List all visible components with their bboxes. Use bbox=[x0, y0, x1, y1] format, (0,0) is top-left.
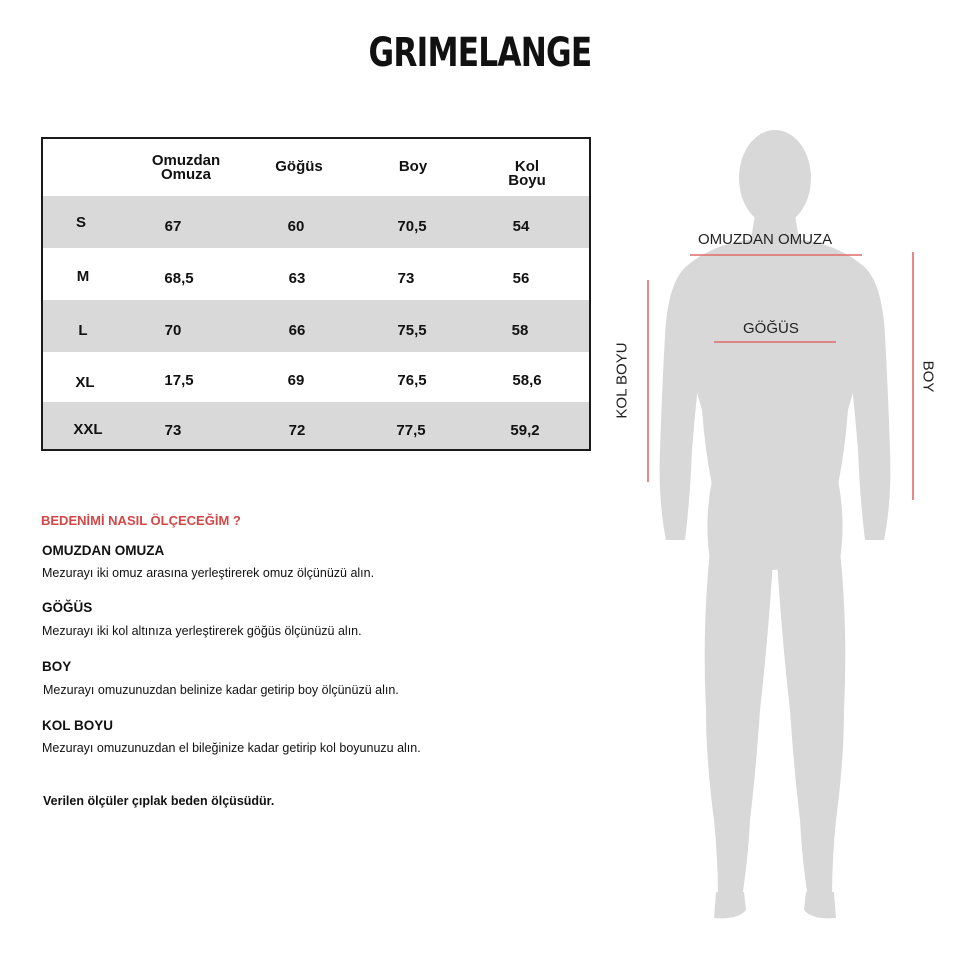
table-cell: 54 bbox=[512, 218, 530, 235]
table-row bbox=[43, 352, 589, 402]
size-label: L bbox=[78, 322, 88, 339]
table-header-row bbox=[43, 139, 589, 196]
table-cell: 75,5 bbox=[397, 322, 427, 339]
table-cell: 72 bbox=[288, 422, 306, 439]
table-row bbox=[43, 300, 589, 352]
table-cell: 60 bbox=[287, 218, 305, 235]
table-cell: 73 bbox=[397, 270, 415, 287]
size-label: XL bbox=[75, 374, 95, 391]
label-gogus: GÖĞÜS bbox=[743, 320, 799, 337]
table-cell: 68,5 bbox=[164, 270, 194, 287]
header-omuzdan-omuza bbox=[152, 154, 220, 182]
size-chart-table bbox=[41, 137, 591, 451]
table-cell: 70,5 bbox=[397, 218, 427, 235]
guide-heading-omuzdan-omuza: OMUZDAN OMUZA bbox=[42, 543, 165, 558]
size-label: XXL bbox=[73, 421, 103, 438]
table-cell: 63 bbox=[288, 270, 306, 287]
table-cell: 66 bbox=[288, 322, 306, 339]
table-cell: 58,6 bbox=[512, 372, 542, 389]
table-cell: 69 bbox=[287, 372, 305, 389]
table-cell: 58 bbox=[511, 322, 529, 339]
table-cell: 73 bbox=[164, 422, 182, 439]
table-row bbox=[43, 248, 589, 300]
size-label: M bbox=[76, 268, 90, 285]
guide-heading-kol-boyu: KOL BOYU bbox=[42, 718, 114, 733]
label-boy: BOY bbox=[919, 360, 937, 393]
header-kol-boyu: Kol Boyu bbox=[508, 158, 546, 189]
header-omuzdan-omuza-line1: Omuzdan bbox=[151, 152, 221, 169]
table-cell: 17,5 bbox=[164, 372, 194, 389]
table-cell: 59,2 bbox=[510, 422, 540, 439]
guide-text-omuzdan-omuza: Mezurayı iki omuz arasına yerleştirerek omuz ölçünüzü alın. bbox=[42, 566, 375, 580]
table-cell: 56 bbox=[512, 270, 530, 287]
label-omuzdan-omuza: OMUZDAN OMUZA bbox=[698, 231, 833, 248]
table-row bbox=[43, 196, 589, 248]
guide-text-kol-boyu: Mezurayı omuzunuzdan el bileğinize kadar getirip kol boyunuzu alın. bbox=[42, 741, 421, 755]
guide-heading-boy: BOY bbox=[42, 659, 72, 674]
header-gogus: Göğüs bbox=[275, 158, 323, 175]
guide-title: BEDENİMİ NASIL ÖLÇECEĞİM ? bbox=[41, 513, 241, 528]
table-row bbox=[43, 402, 589, 449]
measurement-note: Verilen ölçüler çıplak beden ölçüsüdür. bbox=[43, 794, 275, 808]
table-cell: 76,5 bbox=[397, 372, 427, 389]
guide-text-boy: Mezurayı omuzunuzdan belinize kadar getirip boy ölçünüzü alın. bbox=[43, 683, 399, 697]
table-cell: 67 bbox=[164, 218, 182, 235]
guide-heading-gogus: GÖĞÜS bbox=[42, 600, 93, 615]
brand-logo: GRIMELANGE bbox=[368, 30, 592, 76]
table-cell: 77,5 bbox=[396, 422, 426, 439]
label-kol-boyu: KOL BOYU bbox=[613, 342, 631, 419]
size-label: S bbox=[75, 214, 87, 231]
body-figure bbox=[610, 120, 940, 950]
header-omuzdan-omuza-line2: Omuza bbox=[160, 166, 211, 183]
table-cell: 70 bbox=[164, 322, 182, 339]
guide-text-gogus: Mezurayı iki kol altınıza yerleştirerek göğüs ölçünüzü alın. bbox=[42, 624, 362, 638]
header-boy: Boy bbox=[398, 158, 428, 175]
